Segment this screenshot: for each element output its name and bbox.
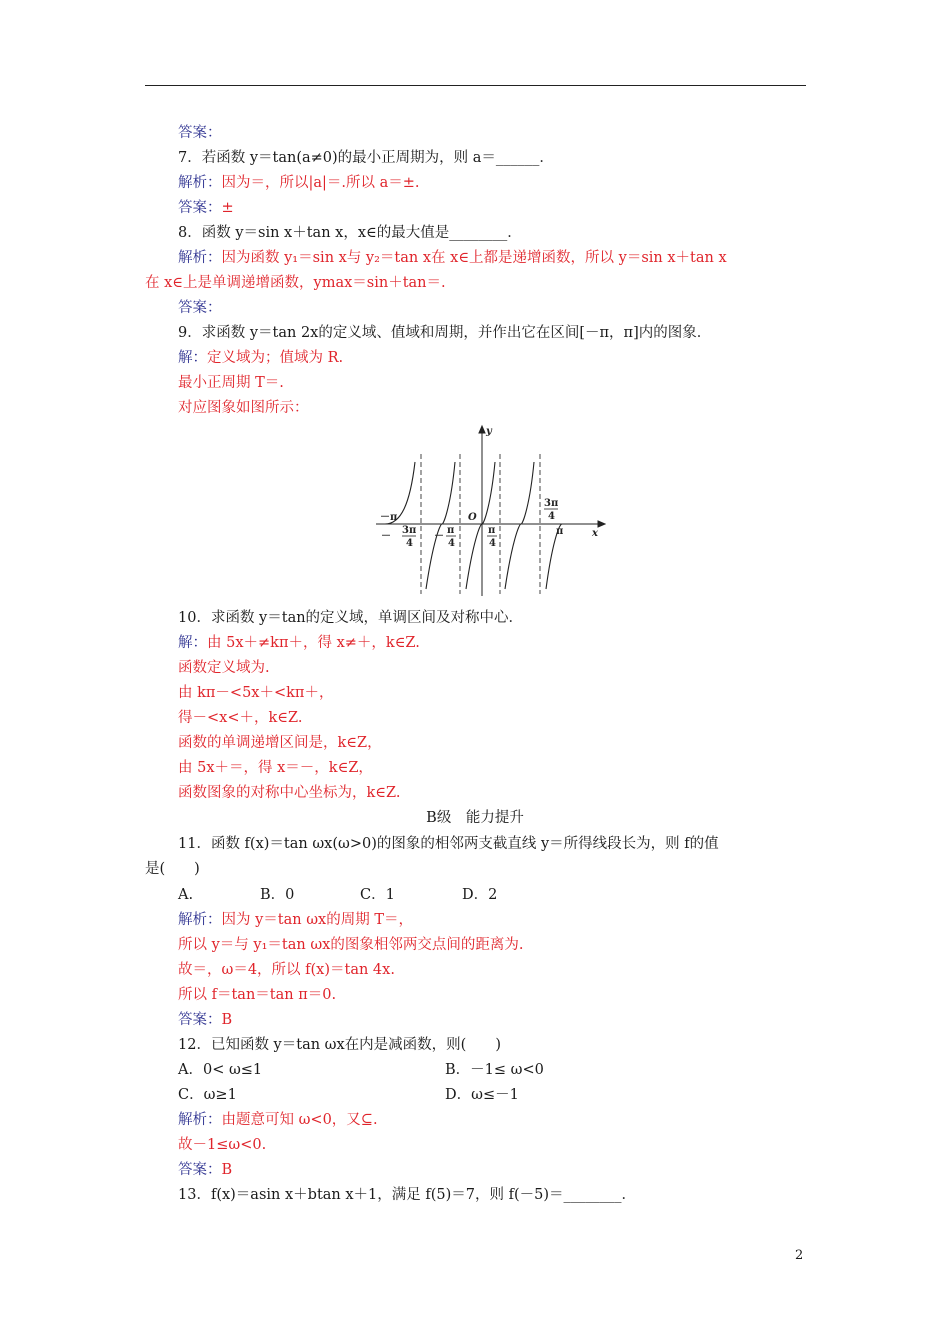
text-span: 因为 y＝tan ωx的周期 T＝， [221, 912, 414, 928]
text-span: 解： [178, 350, 207, 366]
tan-branch-4 [505, 462, 534, 589]
text-span: 答案： [178, 1162, 222, 1178]
neg-pi4-num: π [447, 525, 455, 536]
text-line [178, 173, 420, 193]
pi4-num: π [488, 525, 496, 536]
text-span: 解析： [178, 250, 222, 266]
text-span: B级 能力提升 [426, 810, 524, 826]
text-line [178, 960, 395, 980]
neg-pi-label: －π [380, 512, 398, 523]
q12-option-d: D．ω≤－1 [445, 1087, 519, 1103]
text-line [178, 373, 284, 393]
q11-option-b: B．0 [260, 887, 295, 903]
pi4-den: 4 [489, 538, 496, 549]
text-span: 9．求函数 y＝tan 2x的定义域、值域和周期，并作出它在区间[－π，π]内的图象． [178, 325, 712, 341]
text-span: 答案： [178, 1012, 222, 1028]
text-line [178, 1010, 232, 1030]
q11-option-a: A. [178, 887, 194, 903]
text-span: 答案： [178, 300, 222, 316]
text-span: B [221, 1162, 233, 1178]
text-line [178, 1135, 266, 1155]
q11-option-c: C．1 [360, 887, 395, 903]
text-span: 定义域为；值域为 R. [207, 350, 344, 366]
3pi4-num: 3π [544, 498, 559, 509]
text-line [178, 683, 333, 703]
text-line [178, 608, 523, 628]
text-line [178, 298, 222, 318]
text-span: 所以 f＝tan＝tan π＝0. [178, 987, 337, 1003]
neg-pi4-den: 4 [448, 538, 455, 549]
y-axis-arrow [479, 426, 485, 433]
neg-3pi4-num: 3π [402, 525, 417, 536]
text-line [178, 834, 719, 854]
q12-option-c: C．ω≥1 [178, 1087, 237, 1103]
text-span: 由 5x＋≠kπ＋，得 x≠＋，k∈Z. [207, 635, 420, 651]
text-span: 因为函数 y₁＝sin x与 y₂＝tan x在 x∈上都是递增函数，所以 y＝sin x＋tan x [221, 250, 727, 266]
q12-option-a: A．0< ω≤1 [178, 1062, 263, 1078]
text-span: 答案： [178, 200, 222, 216]
text-line [178, 223, 522, 243]
text-span: 故－1≤ω<0. [178, 1137, 267, 1153]
text-span: 故＝，ω＝4，所以 f(x)＝tan 4x. [178, 962, 395, 978]
text-line [145, 859, 200, 879]
text-span: 11．函数 f(x)＝tan ωx(ω>0)的图象的相邻两支截直线 y＝所得线段长为，则 f的值 [178, 836, 719, 852]
text-span: 是( ) [145, 861, 200, 877]
x-axis-arrow [598, 521, 605, 527]
text-span: 在 x∈上是单调递增函数，ymax＝sin＋tan＝. [145, 275, 446, 291]
tan-2x-graph [376, 424, 606, 599]
neg-pi4-minus: － [434, 531, 444, 542]
x-axis-label: x [592, 528, 598, 539]
text-span: 解析： [178, 912, 222, 928]
page-number: 2 [795, 1248, 804, 1263]
q11-option-d: D．2 [462, 887, 498, 903]
text-span: 因为＝，所以|a|＝.所以 a＝±. [221, 175, 420, 191]
text-line [178, 935, 523, 955]
text-line [178, 1035, 501, 1055]
text-span: 由 5x＋＝，得 x＝－，k∈Z， [178, 760, 373, 776]
text-line [178, 733, 382, 753]
neg-3pi4-den: 4 [406, 538, 413, 549]
text-span: 函数定义域为. [178, 660, 270, 676]
origin-label: O [468, 512, 477, 523]
text-line [178, 658, 270, 678]
text-span: 由题意可知 ω<0，又⊆. [221, 1112, 378, 1128]
text-span: 最小正周期 T＝. [178, 375, 284, 391]
text-line [178, 323, 711, 343]
text-line [178, 910, 413, 930]
text-span: 12．已知函数 y＝tan ωx在内是减函数，则( ) [178, 1037, 501, 1053]
text-line [178, 348, 343, 368]
y-axis-label: y [486, 426, 492, 437]
neg-3pi4-minus: － [381, 531, 391, 542]
text-line [178, 633, 420, 653]
header-rule [145, 85, 806, 86]
text-line [178, 708, 302, 728]
text-line [178, 783, 400, 803]
text-line [145, 273, 446, 293]
text-line [178, 248, 727, 268]
text-line [178, 148, 554, 168]
q12-option-b: B．－1≤ ω<0 [445, 1062, 544, 1078]
text-span: 所以 y＝与 y₁＝tan ωx的图象相邻两交点间的距离为. [178, 937, 524, 953]
text-line [178, 758, 373, 778]
text-line [178, 1110, 378, 1130]
3pi4-den: 4 [548, 511, 555, 522]
text-span: 对应图象如图所示： [178, 400, 309, 416]
text-span: B [221, 1012, 233, 1028]
text-line [0, 808, 950, 828]
text-span: 函数图象的对称中心坐标为，k∈Z. [178, 785, 401, 801]
pi-label: π [556, 526, 564, 537]
text-span: 解析： [178, 175, 222, 191]
text-span: 8．函数 y＝sin x＋tan x，x∈的最大值是________． [178, 225, 522, 241]
text-line [178, 198, 234, 218]
text-span: 7．若函数 y＝tan(a≠0)的最小正周期为，则 a＝______． [178, 150, 554, 166]
text-span: 13．f(x)＝asin x＋btan x＋1，满足 f(5)＝7，则 f(－5)＝________． [178, 1187, 637, 1203]
text-span: 解析： [178, 1112, 222, 1128]
text-span: 10．求函数 y＝tan的定义域，单调区间及对称中心． [178, 610, 524, 626]
text-span: 函数的单调递增区间是，k∈Z， [178, 735, 382, 751]
text-line [178, 985, 336, 1005]
text-line [178, 1160, 232, 1180]
text-line [178, 398, 309, 418]
text-span: 得－<x<＋，k∈Z. [178, 710, 303, 726]
text-line [178, 123, 222, 143]
text-span: 由 kπ－<5x＋<kπ＋， [178, 685, 334, 701]
text-span: ± [221, 200, 234, 216]
text-span: 答案： [178, 125, 222, 141]
text-span: 解： [178, 635, 207, 651]
text-line [178, 1185, 636, 1205]
